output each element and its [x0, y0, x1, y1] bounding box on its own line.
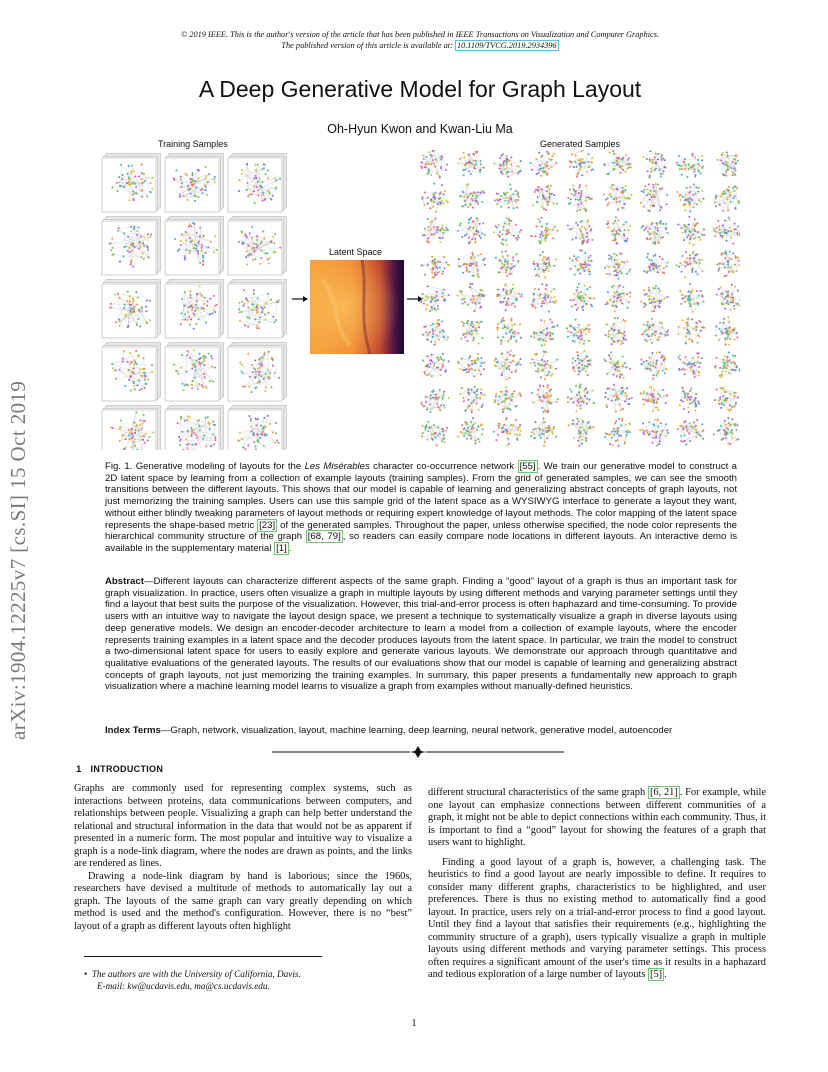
- figure-caption: [105, 461, 737, 555]
- generated-sample-thumbnail: [567, 184, 592, 212]
- generated-sample-thumbnail: [494, 183, 520, 209]
- label-training-samples: Training Samples: [158, 139, 228, 149]
- section-divider: [272, 746, 564, 758]
- generated-sample-thumbnail: [457, 417, 484, 444]
- generated-sample-thumbnail: [459, 183, 485, 209]
- generated-sample-thumbnail: [640, 386, 668, 412]
- generated-sample-thumbnail: [643, 253, 668, 275]
- training-sample-thumbnail: [228, 343, 287, 402]
- generated-sample-thumbnail: [495, 250, 519, 277]
- footnote-rule: [84, 956, 322, 957]
- generated-sample-thumbnail: [606, 216, 631, 244]
- paper-authors: Oh-Hyun Kwon and Kwan-Liu Ma: [327, 122, 513, 136]
- left-column: [74, 783, 412, 933]
- training-sample-thumbnail: [228, 406, 287, 451]
- notice-line-1: © 2019 IEEE. This is the author's version of the article that has been published in IEEE Transactions on Visualization and Computer Graphics.: [180, 30, 660, 39]
- generated-sample-thumbnail: [420, 256, 450, 279]
- caption-text-3: . We train our generative model to construct a 2D latent space by learning from a collection of example layouts (training samples). From the grid of generated samples, we can see the smooth transitions between the different layouts. This shows that our model is capable of learning and generalizing abstract concepts of graph layouts, not just memorizing the training samples. Users can use this sample grid of the latent space as a WYSIWYG interface to generate a layout they want, without either blindly tweaking parameters of layout methods or requiring expert knowledge of layout methods. The color mapping of the latent space represents the shape-based metric: [105, 461, 737, 531]
- generated-sample-thumbnail: [532, 185, 558, 211]
- generated-sample-thumbnail: [457, 151, 484, 177]
- generated-sample-thumbnail: [679, 386, 700, 413]
- caption-text-4: of the generated samples. Throughout the paper, unless otherwise specified, the node color represents the hierarchical community structure of the graph: [105, 519, 738, 543]
- section-number: 1: [76, 764, 82, 775]
- generated-sample-thumbnail: [493, 153, 522, 177]
- training-sample-thumbnail: [102, 154, 161, 213]
- generated-sample-thumbnail: [604, 418, 631, 447]
- generated-sample-thumbnail: [567, 219, 593, 245]
- index-terms-label: Index Terms: [105, 725, 161, 736]
- generated-sample-thumbnail: [566, 319, 590, 345]
- training-sample-thumbnail: [228, 280, 287, 339]
- generated-sample-thumbnail: [567, 384, 595, 413]
- label-latent-space: Latent Space: [329, 247, 383, 257]
- footnote: [84, 968, 414, 992]
- right-column: [428, 787, 766, 982]
- generated-sample-thumbnail: [603, 352, 631, 379]
- generated-sample-thumbnail: [678, 352, 703, 378]
- intro-paragraph-1: Graphs are commonly used for representing complex systems, such as interactions between proteins, data communications between computers, and relationships between people. Visualizing a graph can help better understand the relational and structural information in the data that would not be as apparent if presented in a numeric form. The most popular and intuitive way to visualize a graph is a node-link diagram, where the nodes are drawn as points, and the links are rendered as lines.: [74, 783, 412, 869]
- generated-sample-thumbnail: [530, 151, 558, 177]
- abstract-text: —Different layouts can characterize different aspects of the same graph. Finding a “good” layout of a graph is thus an important task for graph visualization. In practice, users often visualize a graph in multiple layouts by using different methods and varying parameter settings until they find a layout that best suits the purpose of the visualization. However, this trial-and-error process is often haphazard and time-consuming. To provide users with an intuitive way to navigate the layout design space, we present a technique to systematically visualize a graph in diverse layouts using deep generative models. We design an encoder-decoder architecture to learn a model from a collection of example layouts, where the encoder represents training examples in a latent space and the decoder produces layouts from the latent space. In particular, we train the model to construct a two-dimensional latent space for users to easily explore and generate various layouts. We demonstrate our approach through quantitative and qualitative evaluations of the generated layouts. The results of our evaluations show that our model is capable of learning and generalizing abstract concepts of graph layouts, not just memorizing the training examples. In summary, this paper presents a fundamentally new approach to graph visualization where a machine learning model learns to visualize a graph from examples without manually-defined heuristics.: [105, 576, 737, 693]
- generated-sample-thumbnail: [603, 150, 632, 175]
- generated-sample-thumbnail: [605, 317, 628, 345]
- citation-link[interactable]: [55]: [519, 461, 536, 472]
- paper-title: A Deep Generative Model for Graph Layout: [198, 76, 642, 102]
- generated-sample-thumbnail: [457, 353, 485, 377]
- generated-sample-thumbnail: [604, 252, 631, 279]
- citation-link[interactable]: [23]: [259, 519, 276, 531]
- generated-sample-thumbnail: [716, 250, 740, 277]
- generated-sample-thumbnail: [676, 250, 704, 278]
- generated-sample-thumbnail: [676, 153, 704, 178]
- generated-sample-thumbnail: [717, 151, 739, 176]
- generated-sample-thumbnail: [530, 418, 557, 447]
- generated-sample-thumbnail: [679, 283, 704, 313]
- caption-text-5: , so readers can easily compare node locations in different layouts. An interactive demo is available in the supplementary material: [105, 531, 737, 554]
- generated-sample-thumbnail: [571, 350, 591, 376]
- latent-space-map: [310, 260, 404, 354]
- generated-sample-thumbnail: [422, 217, 449, 243]
- generated-sample-thumbnail: [493, 417, 522, 446]
- citation-link[interactable]: [68, 79]: [307, 531, 341, 543]
- training-sample-thumbnail: [102, 280, 161, 339]
- generated-sample-thumbnail: [714, 387, 739, 412]
- index-terms-text: —Graph, network, visualization, layout, machine learning, deep learning, neural network, generative model, autoencoder: [160, 725, 673, 736]
- generated-samples-grid: [420, 150, 740, 447]
- generated-sample-thumbnail: [531, 384, 559, 413]
- generated-sample-thumbnail: [460, 320, 483, 345]
- figure-1-graphic: [100, 150, 740, 450]
- intro-paragraph-3: [428, 787, 766, 850]
- arrow-left: [292, 296, 308, 302]
- generated-sample-thumbnail: [456, 283, 485, 312]
- generated-sample-thumbnail: [640, 351, 667, 379]
- generated-sample-thumbnail: [422, 353, 450, 377]
- generated-sample-thumbnail: [530, 217, 558, 244]
- generated-sample-thumbnail: [713, 217, 740, 245]
- training-sample-thumbnail: [165, 217, 224, 276]
- notice-line-2: [100, 40, 740, 51]
- generated-sample-thumbnail: [639, 418, 669, 446]
- training-sample-thumbnail: [165, 154, 224, 213]
- generated-sample-thumbnail: [493, 217, 522, 246]
- generated-sample-thumbnail: [569, 150, 594, 177]
- generated-sample-thumbnail: [677, 419, 705, 445]
- arxiv-stamp: arXiv:1904.12225v7 [cs.SI] 15 Oct 2019: [6, 380, 30, 740]
- para-text: .: [664, 969, 667, 980]
- citation-link[interactable]: [6, 21]: [649, 787, 678, 798]
- generated-sample-thumbnail: [641, 318, 669, 344]
- generated-sample-thumbnail: [533, 251, 557, 278]
- generated-sample-thumbnail: [678, 318, 706, 345]
- generated-sample-thumbnail: [713, 417, 740, 445]
- generated-sample-thumbnail: [676, 183, 704, 212]
- notice-prefix: The published version of this article is available at:: [281, 41, 455, 50]
- generated-sample-thumbnail: [497, 317, 522, 345]
- training-sample-thumbnail: [102, 343, 161, 402]
- label-generated-samples: Generated Samples: [540, 139, 621, 149]
- para-text: different structural characteristics of the same graph: [428, 787, 648, 798]
- generated-sample-thumbnail: [716, 284, 740, 311]
- generated-sample-thumbnail: [569, 249, 593, 275]
- generated-sample-thumbnail: [530, 319, 558, 347]
- caption-italic: Les Misérables: [304, 461, 370, 472]
- generated-sample-thumbnail: [459, 386, 485, 413]
- generated-sample-thumbnail: [640, 285, 668, 312]
- page-number: 1: [411, 1018, 417, 1029]
- generated-sample-thumbnail: [715, 316, 739, 346]
- generated-sample-thumbnail: [604, 384, 633, 413]
- generated-sample-thumbnail: [457, 252, 485, 278]
- section-heading: [76, 764, 163, 775]
- generated-sample-thumbnail: [714, 351, 740, 378]
- footnote-email: E-mail: kw@ucdavis.edu, ma@cs.ucdavis.edu.: [97, 981, 270, 991]
- generated-sample-thumbnail: [568, 418, 595, 447]
- generated-sample-thumbnail: [496, 283, 523, 311]
- intro-paragraph-4: [428, 857, 766, 982]
- generated-sample-thumbnail: [420, 389, 449, 413]
- abstract: [105, 576, 737, 693]
- generated-sample-thumbnail: [605, 285, 632, 313]
- training-sample-thumbnail: [228, 154, 287, 213]
- training-sample-thumbnail: [102, 217, 161, 276]
- training-sample-thumbnail: [228, 217, 287, 276]
- generated-sample-thumbnail: [640, 183, 668, 212]
- footnote-line-1: The authors are with the University of California, Davis.: [91, 969, 301, 979]
- generated-sample-thumbnail: [677, 216, 705, 246]
- caption-text-6: .: [288, 542, 292, 554]
- generated-sample-thumbnail: [422, 319, 449, 346]
- generated-sample-thumbnail: [421, 421, 448, 447]
- generated-sample-thumbnail: [421, 183, 449, 213]
- training-sample-thumbnail: [165, 406, 224, 451]
- doi-link[interactable]: 10.1109/TVCG.2019.2934396: [456, 41, 557, 50]
- para-text: Finding a good layout of a graph is, however, a challenging task. The heuristics to find a good layout are nearly impossible to define. It requires to consider many different graphs, characteristics to be highlighted, and user preferences. There is thus no existing method to automatically find a good layout. In practice, users rely on a trial-and-error process to find a good layout. Until they find a layout that satisfies their requirements (e.g., highlighting the community structure of a graph), users typically visualize a graph in multiple layouts using different methods and varying parameter settings. This process often requires a significant amount of the user's time as it results in a haphazard and tedious exploration of a large number of layouts: [428, 856, 766, 980]
- generated-sample-thumbnail: [494, 386, 522, 413]
- generated-sample-thumbnail: [714, 185, 740, 211]
- section-title: INTRODUCTION: [90, 764, 164, 774]
- generated-sample-thumbnail: [530, 350, 559, 380]
- generated-sample-thumbnail: [643, 150, 667, 178]
- training-sample-thumbnail: [165, 280, 224, 339]
- generated-sample-thumbnail: [570, 283, 596, 311]
- para-text: . For example, while one layout can emphasize connections between different communities of a graph, it might not be able to depict connections within each community. Thus, it is important to find a “good” layout for showing the features of a graph that users want to highlight.: [428, 787, 767, 848]
- generated-sample-thumbnail: [494, 350, 522, 380]
- generated-sample-thumbnail: [603, 184, 632, 211]
- training-sample-thumbnail: [102, 406, 161, 451]
- generated-sample-thumbnail: [641, 220, 669, 245]
- copyright-notice: [100, 29, 740, 51]
- training-sample-thumbnail: [165, 343, 224, 402]
- citation-link[interactable]: [5]: [649, 969, 663, 980]
- caption-text-1: Generative modeling of layouts for the: [132, 461, 305, 472]
- generated-sample-thumbnail: [420, 285, 450, 312]
- caption-text-2: character co-occurrence network: [369, 461, 518, 472]
- generated-sample-thumbnail: [420, 150, 448, 179]
- generated-sample-thumbnail: [531, 283, 557, 312]
- citation-link[interactable]: [1]: [276, 542, 287, 554]
- intro-paragraph-2: Drawing a node-link diagram by hand is laborious; since the 1960s, researchers have devised a multitude of methods to automatically lay out a graph. The layouts of the same graph can vary greatly depending on which method is used and the method's configuration. However, there is no “best” layout of a graph as different layouts often highlight: [74, 870, 412, 932]
- abstract-label: Abstract: [105, 576, 144, 587]
- footnote-affiliation: • The authors are with the University of California, Davis.: [84, 969, 301, 979]
- generated-sample-thumbnail: [457, 217, 486, 244]
- caption-label: Fig. 1.: [105, 461, 133, 472]
- index-terms: [105, 725, 737, 737]
- training-samples-grid: [102, 154, 287, 451]
